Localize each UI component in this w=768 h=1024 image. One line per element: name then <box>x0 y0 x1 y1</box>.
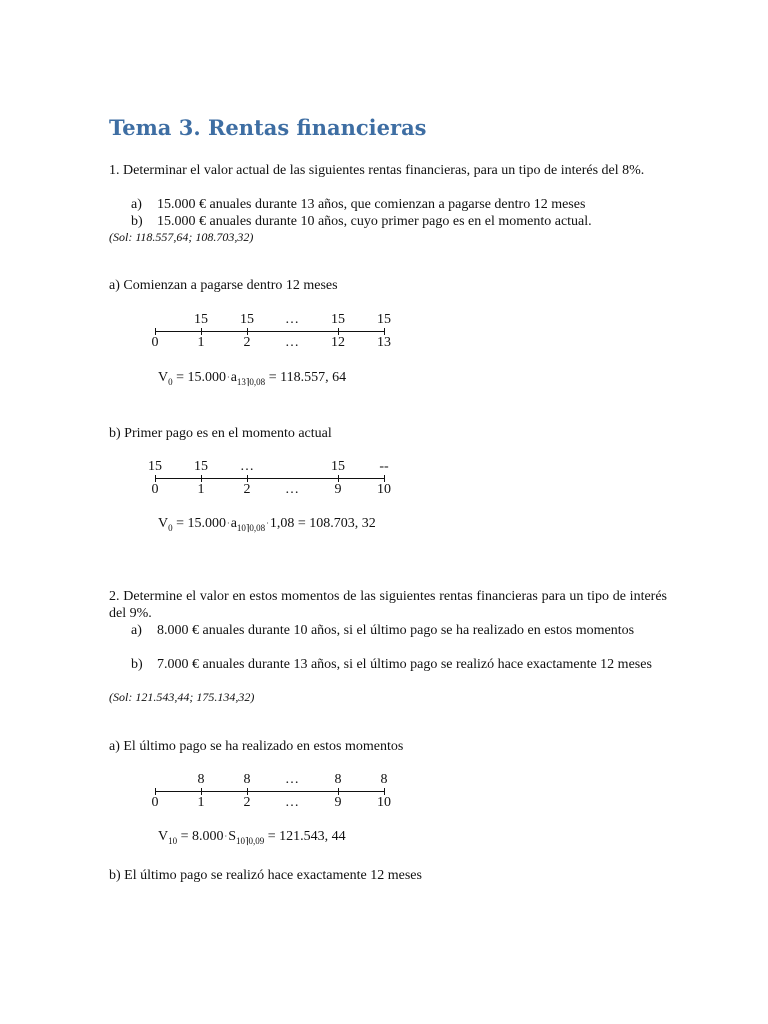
q1b-tick <box>384 475 385 482</box>
q2a-period-label: 10 <box>377 795 391 810</box>
q2a-period-label: 0 <box>151 795 159 810</box>
eq-subscript: 0 <box>168 523 173 533</box>
eq-symbol: V <box>158 516 169 531</box>
q1a-period-label: 2 <box>243 335 251 350</box>
eq-symbol: V <box>158 829 169 844</box>
q1b-top-label: 15 <box>331 459 345 474</box>
q1a-tick <box>338 328 339 335</box>
q1a-equation: $V_0 = 15.000\cdot a_{13⌉0,08} = 118.557$, 64 <box>158 370 347 387</box>
eq-subscript: 10⌉0,08 <box>236 523 266 533</box>
q1b-period-label: 9 <box>334 482 342 497</box>
q1b-tick <box>155 475 156 482</box>
q1b-period-label: 1 <box>197 482 205 497</box>
q1a-axis <box>155 331 385 332</box>
item-label: b) <box>131 657 143 672</box>
item-text: 15.000 € anuales durante 13 años, que comienzan a pagarse dentro 12 meses <box>157 197 586 212</box>
q1b-period-label: … <box>285 482 299 497</box>
q1a-period-label: 12 <box>331 335 345 350</box>
q2a-top-label: 8 <box>380 772 388 787</box>
question-2-item-b <box>131 656 667 673</box>
q2a-tick <box>247 788 248 795</box>
q1b-tick <box>338 475 339 482</box>
eq-symbol: S <box>228 829 236 844</box>
q2a-top-label: … <box>285 772 299 787</box>
q1b-top-label: -- <box>379 459 389 474</box>
q1b-axis <box>155 478 385 479</box>
eq-result: = 118.557, 64 <box>265 370 347 385</box>
q1a-tick <box>247 328 248 335</box>
question-1-item-a <box>131 196 585 213</box>
item-text: 8.000 € anuales durante 10 años, si el último pago se ha realizado en estos momentos <box>157 623 635 638</box>
q1b-tick <box>247 475 248 482</box>
q1b-tick <box>201 475 202 482</box>
q1a-period-label: … <box>285 335 299 350</box>
q1a-heading: a) Comienzan a pagarse dentro 12 meses <box>109 278 338 293</box>
q2a-top-label: 8 <box>334 772 342 787</box>
item-text: 15.000 € anuales durante 10 años, cuyo primer pago es en el momento actual. <box>157 214 592 229</box>
q1b-top-label: 15 <box>194 459 208 474</box>
q1a-period-label: 1 <box>197 335 205 350</box>
item-label: a) <box>131 623 142 638</box>
q2a-period-label: 1 <box>197 795 205 810</box>
eq-subscript: 0 <box>168 377 173 387</box>
q1b-period-label: 2 <box>243 482 251 497</box>
eq-subscript: 10 <box>168 836 178 846</box>
question-2-item-a <box>131 622 667 639</box>
eq-symbol: a <box>230 370 237 385</box>
q2a-tick <box>338 788 339 795</box>
q1a-top-label: 15 <box>194 312 208 327</box>
item-label: b) <box>131 214 143 229</box>
eq-symbol: V <box>158 370 169 385</box>
item-label: a) <box>131 197 142 212</box>
eq-symbol: a <box>230 516 237 531</box>
q1b-heading: b) Primer pago es en el momento actual <box>109 426 332 441</box>
q1a-top-label: 15 <box>331 312 345 327</box>
q1a-tick <box>155 328 156 335</box>
q2a-period-label: 9 <box>334 795 342 810</box>
eq-factor: 1,08 <box>269 516 295 531</box>
q1a-top-label: 15 <box>377 312 391 327</box>
eq-term: = 15.000 <box>172 370 227 385</box>
question-1-text: 1. Determinar el valor actual de las siguientes rentas financieras, para un tipo de interés del 8%. <box>109 163 645 178</box>
q1a-period-label: 13 <box>377 335 391 350</box>
question-2-text: 2. Determine el valor en estos momentos de las siguientes rentas financieras para un tipo de interés del 9%. <box>109 589 667 621</box>
q1b-top-label: … <box>240 459 254 474</box>
q1a-period-label: 0 <box>151 335 159 350</box>
q2a-tick <box>155 788 156 795</box>
q2a-top-label: 8 <box>197 772 205 787</box>
q1b-top-label: 15 <box>148 459 162 474</box>
q2a-tick <box>201 788 202 795</box>
eq-subscript: 13⌉0,08 <box>236 377 266 387</box>
q1b-period-label: 0 <box>151 482 159 497</box>
question-1-item-b <box>131 213 592 230</box>
page-title: Tema 3. Rentas financieras <box>109 115 427 140</box>
q1a-top-label: 15 <box>240 312 254 327</box>
q1b-equation: $V_0 = 15.000\cdot a_{10⌉0,08}\cdot 1,08 = 108.703$, 32 <box>158 516 376 533</box>
q1a-tick <box>384 328 385 335</box>
q1b-period-label: 10 <box>377 482 391 497</box>
eq-subscript: 10⌉0,09 <box>236 836 265 846</box>
item-text: 7.000 € anuales durante 13 años, si el último pago se realizó hace exactamente 12 meses <box>157 657 652 672</box>
q2a-top-label: 8 <box>243 772 251 787</box>
question-1-solution: (Sol: 118.557,64; 108.703,32) <box>109 230 254 244</box>
q1a-top-label: … <box>285 312 299 327</box>
eq-result: = 121.543, 44 <box>264 829 346 844</box>
question-2-solution: (Sol: 121.543,44; 175.134,32) <box>109 690 255 704</box>
eq-term: = 15.000 <box>172 516 227 531</box>
eq-term: = 8.000 <box>177 829 224 844</box>
eq-result: = 108.703, 32 <box>294 516 376 531</box>
q2a-tick <box>384 788 385 795</box>
q2a-equation: $V_{10} = 8.000\cdot S_{10⌉0,09} = 121.543$, 44 <box>158 829 346 846</box>
q2b-heading: b) El último pago se realizó hace exactamente 12 meses <box>109 868 422 883</box>
q2a-heading: a) El último pago se ha realizado en estos momentos <box>109 739 404 754</box>
q2a-period-label: 2 <box>243 795 251 810</box>
q2a-axis <box>155 791 385 792</box>
q2a-period-label: … <box>285 795 299 810</box>
q1a-tick <box>201 328 202 335</box>
